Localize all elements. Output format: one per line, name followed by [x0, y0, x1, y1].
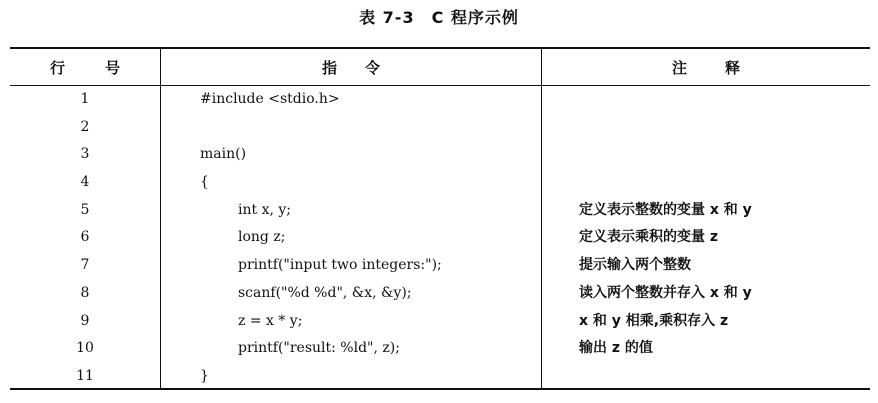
- header-instruction: [161, 56, 541, 80]
- header-comment-char-2: 释: [725, 59, 741, 77]
- table-row: [10, 308, 870, 336]
- comment-text: 提示输入两个整数: [579, 257, 691, 274]
- header-comment-char-1: 注: [671, 59, 687, 77]
- line-number: 3: [80, 146, 90, 163]
- table-row: [10, 280, 870, 308]
- comment-text: 输出 z 的值: [579, 340, 653, 357]
- comment-text: 读入两个整数并存入 x 和 y: [579, 284, 752, 301]
- comment-text: 定义表示整数的变量 x 和 y: [579, 201, 752, 218]
- code-instruction: #include <stdio.h>: [200, 91, 340, 107]
- table-row: [10, 141, 870, 169]
- code-instruction: int x, y;: [238, 201, 291, 218]
- line-number: 9: [80, 312, 90, 329]
- line-number: 10: [76, 340, 94, 357]
- table-row: [10, 363, 870, 391]
- code-instruction: scanf("%d %d", &x, &y);: [238, 284, 412, 301]
- code-instruction: {: [200, 174, 209, 191]
- header-line-number: [10, 56, 160, 80]
- code-instruction: z = x * y;: [238, 312, 303, 329]
- line-number: 11: [76, 367, 94, 384]
- table-row: [10, 86, 870, 114]
- header-comment: [542, 56, 870, 80]
- line-number: 7: [80, 257, 90, 274]
- header-line-number-char-2: 号: [105, 59, 121, 77]
- table-top-rule: [10, 47, 870, 49]
- table-row: [10, 114, 870, 142]
- line-number: 5: [80, 201, 90, 218]
- table-row: [10, 252, 870, 280]
- comment-text: x 和 y 相乘,乘积存入 z: [579, 312, 729, 329]
- line-number: 4: [80, 174, 90, 191]
- table-row: [10, 197, 870, 225]
- table-body: [10, 86, 870, 391]
- header-instruction-char-1: 指: [321, 59, 337, 77]
- code-instruction: long z;: [238, 229, 286, 246]
- header-line-number-char-1: 行: [49, 59, 65, 77]
- comment-text: 定义表示乘积的变量 z: [579, 229, 719, 246]
- code-instruction: printf("result: %ld", z);: [238, 340, 400, 357]
- table-row: [10, 335, 870, 363]
- code-instruction: printf("input two integers:");: [238, 257, 442, 274]
- table-row: [10, 224, 870, 252]
- line-number: 1: [80, 91, 90, 107]
- line-number: 6: [80, 229, 90, 246]
- table-caption: 表 7-3 C 程序示例: [359, 8, 519, 27]
- line-number: 2: [80, 118, 90, 135]
- code-instruction: main(): [200, 146, 247, 163]
- header-instruction-char-2: 令: [365, 59, 381, 77]
- line-number: 8: [80, 284, 90, 301]
- table-row: [10, 169, 870, 197]
- code-instruction: }: [200, 367, 209, 384]
